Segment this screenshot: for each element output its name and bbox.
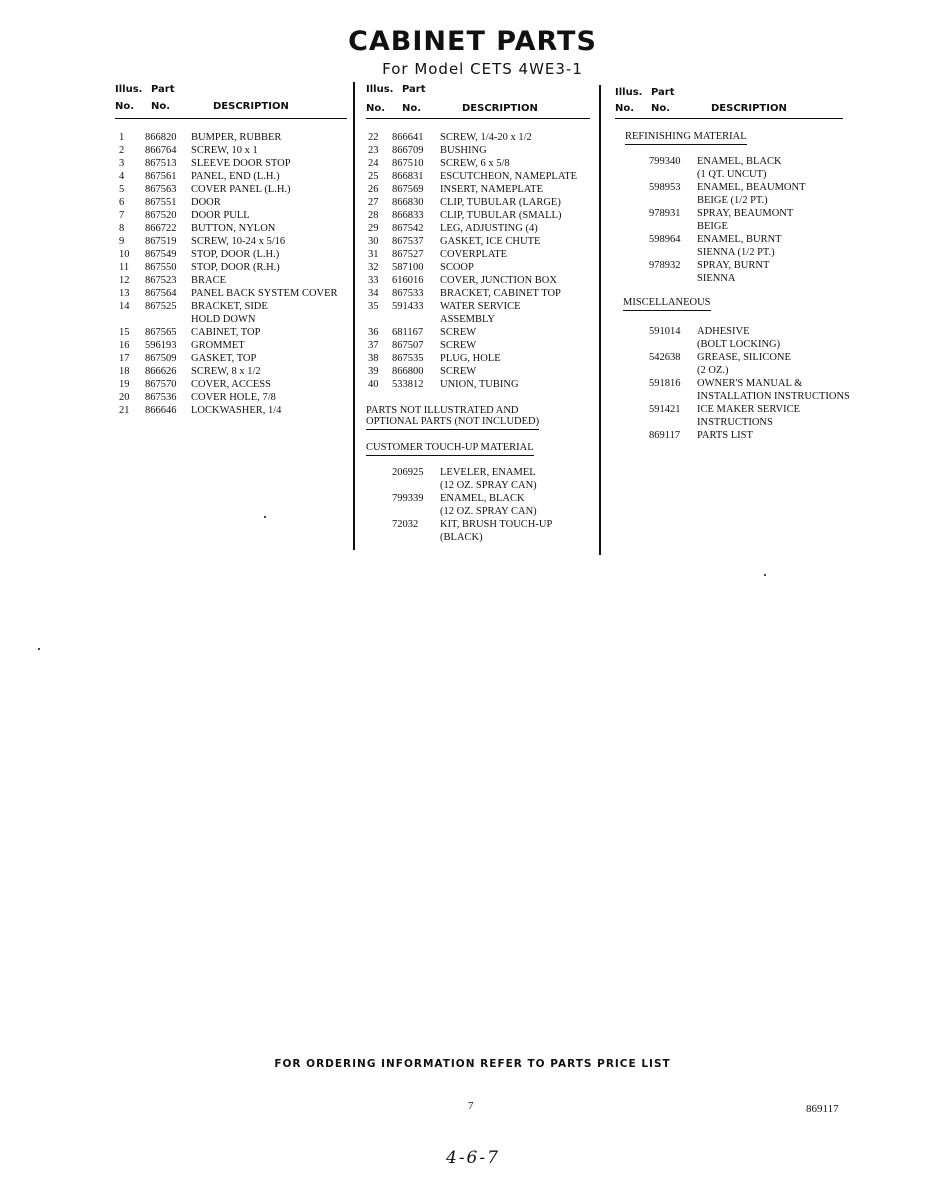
header-illus: Illus. [615, 87, 643, 98]
part-description: LEVELER, ENAMEL [440, 467, 536, 478]
illus-number: 40 [368, 379, 379, 390]
part-row [115, 300, 347, 313]
header-part: Part [651, 87, 675, 98]
header-illus: Illus. [115, 84, 143, 95]
part-row [115, 261, 347, 274]
part-row-continuation [115, 313, 347, 326]
part-row [615, 325, 843, 338]
part-description: OWNER'S MANUAL & [697, 378, 803, 389]
part-row [366, 157, 590, 170]
illus-number: 33 [368, 275, 379, 286]
part-description: PANEL BACK SYSTEM COVER [191, 288, 338, 299]
illus-number: 16 [119, 340, 130, 351]
illus-number: 6 [119, 197, 125, 208]
illus-number: 38 [368, 353, 379, 364]
illus-number: 12 [119, 275, 130, 286]
part-description: DOOR PULL [191, 210, 250, 221]
part-row [615, 429, 843, 442]
illus-number: 15 [119, 327, 130, 338]
part-number: 867509 [145, 353, 177, 364]
part-description: COVERPLATE [440, 249, 508, 260]
header-description: DESCRIPTION [462, 103, 538, 114]
part-number: 867536 [145, 392, 177, 403]
part-row [366, 518, 590, 531]
part-description: SPRAY, BEAUMONT [697, 208, 794, 219]
illus-number: 36 [368, 327, 379, 338]
part-number: 867535 [392, 353, 424, 364]
part-description: SCREW [440, 327, 477, 338]
misc-header [623, 297, 843, 311]
parts-column-3 [615, 82, 850, 442]
part-description: SCREW, 6 x 5/8 [440, 158, 510, 169]
part-description: ESCUTCHEON, NAMEPLATE [440, 171, 578, 182]
part-number: 867564 [145, 288, 177, 299]
part-number: 867563 [145, 184, 177, 195]
part-number: 866722 [145, 223, 177, 234]
part-description: INSTRUCTIONS [697, 417, 773, 428]
part-description: (BLACK) [440, 532, 483, 543]
illus-number: 39 [368, 366, 379, 377]
part-row [366, 352, 590, 365]
column-header [115, 82, 347, 119]
part-description: (12 OZ. SPRAY CAN) [440, 480, 537, 491]
part-description: KIT, BRUSH TOUCH-UP [440, 519, 553, 530]
illus-number: 31 [368, 249, 379, 260]
page-subtitle: For Model CETS 4WE3-1 [382, 60, 583, 78]
part-description: CLIP, TUBULAR (LARGE) [440, 197, 561, 208]
part-number: 533812 [392, 379, 424, 390]
part-row-continuation [615, 272, 843, 285]
illus-number: 18 [119, 366, 130, 377]
scan-speck [764, 574, 766, 576]
part-description: STOP, DOOR (R.H.) [191, 262, 280, 273]
part-number: 598964 [649, 234, 681, 245]
page-number: 7 [468, 1100, 474, 1112]
part-row-continuation [615, 416, 843, 429]
part-description: BUSHING [440, 145, 487, 156]
part-description: UNION, TUBING [440, 379, 519, 390]
illus-number: 7 [119, 210, 125, 221]
part-description: ENAMEL, BEAUMONT [697, 182, 806, 193]
part-number: 867537 [392, 236, 424, 247]
part-row [115, 209, 347, 222]
part-number: 72032 [392, 519, 419, 530]
part-description: SIENNA [697, 273, 736, 284]
part-row [366, 144, 590, 157]
illus-number: 26 [368, 184, 379, 195]
part-row-continuation [615, 220, 843, 233]
part-row-continuation [615, 390, 850, 403]
part-number: 591433 [392, 301, 424, 312]
part-number: 869117 [649, 430, 681, 441]
part-number: 866831 [392, 171, 424, 182]
part-row [115, 183, 347, 196]
header-part-no: No. [651, 103, 671, 114]
part-description: SCOOP [440, 262, 474, 273]
part-description: WATER SERVICE [440, 301, 521, 312]
scan-speck [38, 648, 40, 650]
document-number: 869117 [806, 1103, 839, 1115]
illus-number: 30 [368, 236, 379, 247]
ordering-footer: FOR ORDERING INFORMATION REFER TO PARTS PRICE LIST [274, 1058, 671, 1070]
refinishing-header [625, 131, 843, 145]
part-description: COVER, JUNCTION BOX [440, 275, 557, 286]
illus-number: 23 [368, 145, 379, 156]
header-part-no: No. [151, 101, 171, 112]
part-row [366, 365, 590, 378]
touchup-header-text: CUSTOMER TOUCH-UP MATERIAL [366, 442, 534, 456]
part-description: BRACE [191, 275, 227, 286]
part-description: ICE MAKER SERVICE [697, 404, 800, 415]
part-number: 867570 [145, 379, 177, 390]
part-number: 867565 [145, 327, 177, 338]
illus-number: 8 [119, 223, 125, 234]
part-description: (1 QT. UNCUT) [697, 169, 767, 180]
illus-number: 3 [119, 158, 125, 169]
part-row [366, 248, 590, 261]
part-row [115, 404, 347, 417]
parts-column-2 [366, 82, 590, 544]
illus-number: 4 [119, 171, 125, 182]
illus-number: 22 [368, 132, 379, 143]
illus-number: 34 [368, 288, 379, 299]
part-number: 866709 [392, 145, 424, 156]
handwritten-note: 4-6-7 [446, 1148, 500, 1168]
part-row [115, 287, 347, 300]
part-row [366, 274, 590, 287]
part-number: 591421 [649, 404, 681, 415]
part-row [115, 274, 347, 287]
part-row [615, 377, 843, 390]
part-row [366, 261, 590, 274]
part-row [366, 235, 590, 248]
scan-speck [264, 516, 266, 518]
part-row [366, 339, 590, 352]
illus-number: 28 [368, 210, 379, 221]
illus-number: 13 [119, 288, 130, 299]
part-number: 598953 [649, 182, 681, 193]
part-description: SLEEVE DOOR STOP [191, 158, 291, 169]
column-divider [599, 85, 601, 555]
part-number: 867561 [145, 171, 177, 182]
part-number: 596193 [145, 340, 177, 351]
part-description: BUTTON, NYLON [191, 223, 276, 234]
part-description: BEIGE (1/2 PT.) [697, 195, 768, 206]
header-part-no: No. [402, 103, 422, 114]
part-row [366, 222, 590, 235]
part-row-continuation [615, 168, 843, 181]
part-number: 681167 [392, 327, 424, 338]
illus-number: 24 [368, 158, 379, 169]
parts-list [366, 131, 590, 391]
header-description: DESCRIPTION [213, 101, 289, 112]
part-number: 867523 [145, 275, 177, 286]
part-number: 867520 [145, 210, 177, 221]
refinishing-header-text: REFINISHING MATERIAL [625, 131, 747, 145]
illus-number: 37 [368, 340, 379, 351]
part-row-continuation [615, 246, 843, 259]
illus-number: 2 [119, 145, 125, 156]
column-divider [353, 82, 355, 550]
part-description: LOCKWASHER, 1/4 [191, 405, 282, 416]
part-description: ENAMEL, BLACK [440, 493, 525, 504]
part-description: SCREW, 8 x 1/2 [191, 366, 261, 377]
part-description: HOLD DOWN [191, 314, 256, 325]
part-row-continuation [366, 479, 590, 492]
part-row [366, 209, 590, 222]
part-number: 799339 [392, 493, 424, 504]
header-illus-no: No. [115, 101, 135, 112]
header-part: Part [402, 84, 426, 95]
part-number: 799340 [649, 156, 681, 167]
part-row [366, 466, 590, 479]
part-number: 866833 [392, 210, 424, 221]
header-description: DESCRIPTION [711, 103, 787, 114]
part-row [366, 300, 590, 313]
part-description: SCREW, 10-24 x 5/16 [191, 236, 286, 247]
part-number: 867507 [392, 340, 424, 351]
illus-number: 19 [119, 379, 130, 390]
part-row [115, 326, 347, 339]
part-description: LEG, ADJUSTING (4) [440, 223, 538, 234]
part-description: INSTALLATION INSTRUCTIONS [697, 391, 850, 402]
part-description: CLIP, TUBULAR (SMALL) [440, 210, 562, 221]
part-description: BRACKET, CABINET TOP [440, 288, 561, 299]
part-description: (12 OZ. SPRAY CAN) [440, 506, 537, 517]
touchup-list [366, 466, 590, 544]
part-row [115, 157, 347, 170]
part-description: COVER HOLE, 7/8 [191, 392, 276, 403]
part-row [115, 196, 347, 209]
misc-list [615, 325, 850, 442]
part-number: 867510 [392, 158, 424, 169]
illus-number: 5 [119, 184, 125, 195]
part-description: CABINET, TOP [191, 327, 261, 338]
part-number: 867550 [145, 262, 177, 273]
part-description: (2 OZ.) [697, 365, 729, 376]
illus-number: 32 [368, 262, 379, 273]
note-line [366, 416, 590, 430]
part-row [366, 170, 590, 183]
part-description: COVER, ACCESS [191, 379, 271, 390]
misc-header-text: MISCELLANEOUS [623, 297, 711, 311]
part-description: SCREW [440, 340, 477, 351]
part-number: 866764 [145, 145, 177, 156]
part-number: 616016 [392, 275, 424, 286]
touchup-header [366, 442, 590, 456]
part-number: 866646 [145, 405, 177, 416]
part-row-continuation [615, 338, 843, 351]
part-number: 542638 [649, 352, 681, 363]
part-description: ENAMEL, BURNT [697, 234, 782, 245]
refinishing-list [615, 155, 843, 285]
header-illus-no: No. [366, 103, 386, 114]
part-row [366, 183, 590, 196]
part-description: SCREW, 1/4-20 x 1/2 [440, 132, 532, 143]
header-illus-no: No. [615, 103, 635, 114]
part-row [115, 339, 347, 352]
parts-list [115, 131, 347, 417]
illus-number: 17 [119, 353, 130, 364]
part-description: SIENNA (1/2 PT.) [697, 247, 775, 258]
part-number: 587100 [392, 262, 424, 273]
part-row-continuation [615, 364, 843, 377]
part-description: GREASE, SILICONE [697, 352, 791, 363]
part-description: GASKET, TOP [191, 353, 257, 364]
part-number: 866800 [392, 366, 424, 377]
part-description: BEIGE [697, 221, 728, 232]
part-row [615, 181, 843, 194]
part-description: ENAMEL, BLACK [697, 156, 782, 167]
note-line-underlined: OPTIONAL PARTS (NOT INCLUDED) [366, 416, 539, 430]
parts-column-1 [115, 82, 347, 417]
illus-number: 1 [119, 132, 125, 143]
part-number: 867542 [392, 223, 424, 234]
part-description: DOOR [191, 197, 221, 208]
column-header [366, 82, 590, 119]
part-number: 866641 [392, 132, 424, 143]
part-row [615, 207, 843, 220]
part-row [115, 235, 347, 248]
part-row [615, 155, 843, 168]
part-row [115, 248, 347, 261]
part-number: 866626 [145, 366, 177, 377]
part-number: 867525 [145, 301, 177, 312]
illus-number: 25 [368, 171, 379, 182]
illus-number: 27 [368, 197, 379, 208]
part-description: SPRAY, BURNT [697, 260, 770, 271]
part-description: BUMPER, RUBBER [191, 132, 282, 143]
part-description: (BOLT LOCKING) [697, 339, 781, 350]
part-number: 591816 [649, 378, 681, 389]
part-description: PANEL, END (L.H.) [191, 171, 280, 182]
part-description: GASKET, ICE CHUTE [440, 236, 541, 247]
illus-number: 21 [119, 405, 130, 416]
part-row [615, 351, 843, 364]
part-number: 591014 [649, 326, 681, 337]
part-number: 206925 [392, 467, 424, 478]
part-number: 867551 [145, 197, 177, 208]
part-row-continuation [366, 505, 590, 518]
part-row [115, 222, 347, 235]
header-illus: Illus. [366, 84, 394, 95]
part-number: 867513 [145, 158, 177, 169]
part-row-continuation [366, 313, 590, 326]
part-description: GROMMET [191, 340, 245, 351]
part-number: 978931 [649, 208, 681, 219]
part-number: 866830 [392, 197, 424, 208]
part-number: 867549 [145, 249, 177, 260]
part-row [366, 378, 590, 391]
part-row [115, 391, 347, 404]
part-description: SCREW, 10 x 1 [191, 145, 258, 156]
part-number: 978932 [649, 260, 681, 271]
not-illustrated-note [366, 405, 590, 430]
illus-number: 29 [368, 223, 379, 234]
part-number: 866820 [145, 132, 177, 143]
part-row [615, 259, 843, 272]
part-row [115, 352, 347, 365]
part-row [115, 144, 347, 157]
part-row-continuation [366, 531, 590, 544]
part-row [115, 378, 347, 391]
part-row [115, 131, 347, 144]
part-description: COVER PANEL (L.H.) [191, 184, 291, 195]
page-title: CABINET PARTS [348, 26, 597, 57]
part-number: 867533 [392, 288, 424, 299]
illus-number: 20 [119, 392, 130, 403]
part-row [115, 365, 347, 378]
part-description: BRACKET, SIDE [191, 301, 268, 312]
part-number: 867527 [392, 249, 424, 260]
illus-number: 35 [368, 301, 379, 312]
illus-number: 10 [119, 249, 130, 260]
part-number: 867569 [392, 184, 424, 195]
part-row [366, 131, 590, 144]
part-row [115, 170, 347, 183]
part-row [366, 196, 590, 209]
part-description: PARTS LIST [697, 430, 753, 441]
header-part: Part [151, 84, 175, 95]
illus-number: 9 [119, 236, 125, 247]
part-description: PLUG, HOLE [440, 353, 501, 364]
part-number: 867519 [145, 236, 177, 247]
illus-number: 14 [119, 301, 130, 312]
part-row [615, 403, 843, 416]
part-row [366, 492, 590, 505]
part-row [615, 233, 843, 246]
part-description: SCREW [440, 366, 477, 377]
note-line: PARTS NOT ILLUSTRATED AND [366, 405, 519, 416]
part-row [366, 287, 590, 300]
illus-number: 11 [119, 262, 130, 273]
part-description: ASSEMBLY [440, 314, 495, 325]
part-description: ADHESIVE [697, 326, 750, 337]
part-description: STOP, DOOR (L.H.) [191, 249, 280, 260]
part-row [366, 326, 590, 339]
part-description: INSERT, NAMEPLATE [440, 184, 544, 195]
column-header [615, 82, 843, 119]
part-row-continuation [615, 194, 843, 207]
